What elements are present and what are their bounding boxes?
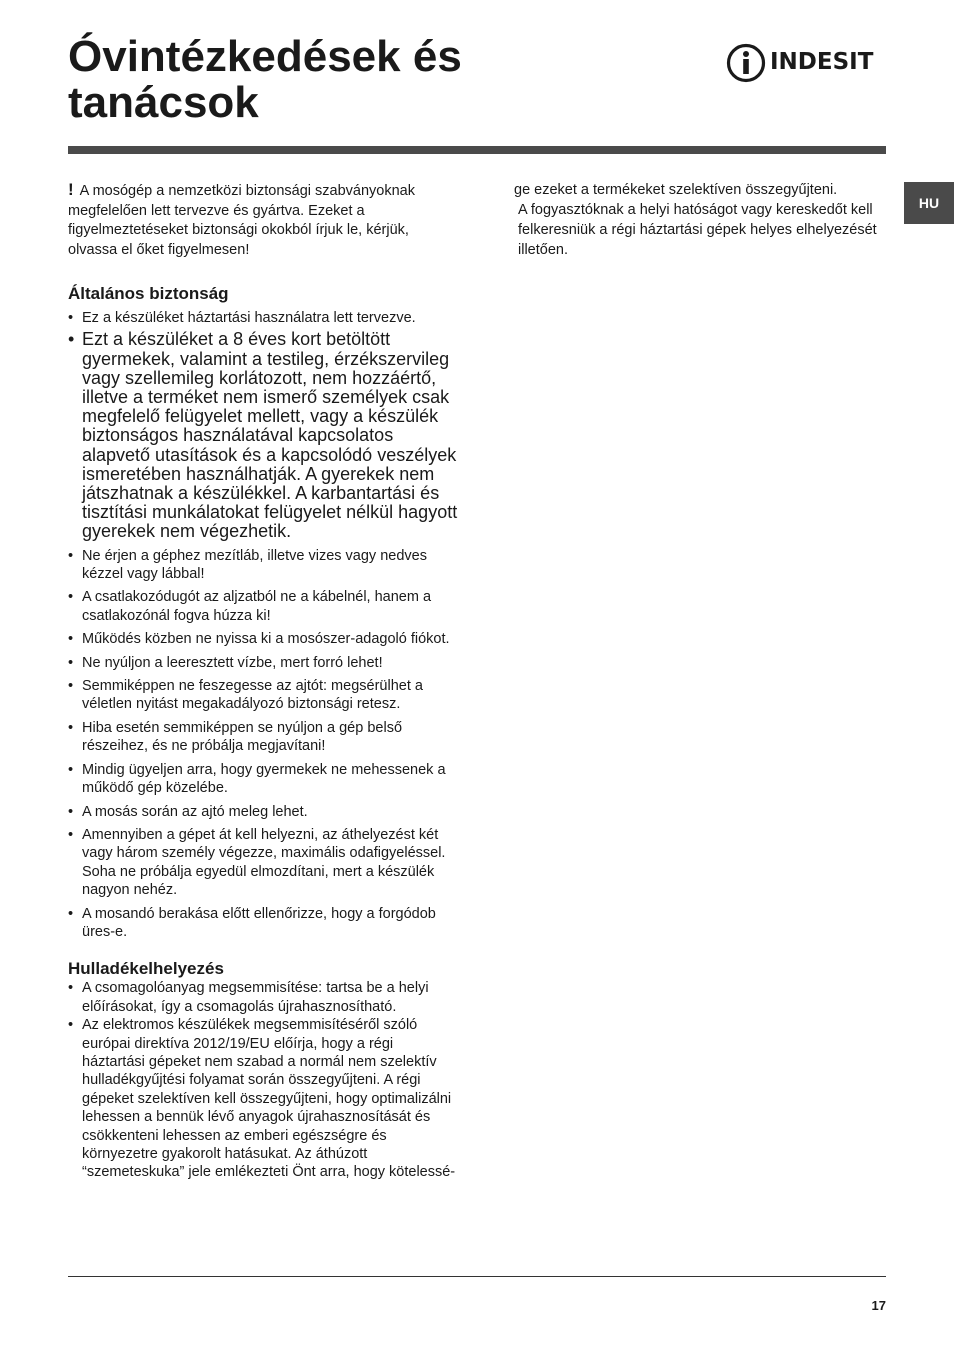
disposal-continuation: ge ezeket a termékeket szelektíven összegyűjteni. — [514, 182, 838, 198]
list-item: • A csomagolóanyag megsemmisítése: tartsa be a helyi előírásokat, így a csomagolás újrahasznosítható. — [68, 979, 458, 1016]
page-title — [68, 34, 462, 126]
intro-paragraph — [68, 180, 458, 260]
section-heading-disposal: Hulladékelhelyezés — [68, 959, 224, 979]
page-title-line-2: tanácsok — [68, 78, 259, 127]
section-heading-general-safety: Általános biztonság — [68, 284, 229, 303]
indesit-logo — [726, 42, 888, 84]
list-item: • Hiba esetén semmiképpen se nyúljon a gép belső részeihez, és ne próbálja megjavítani! — [68, 719, 458, 756]
footer-divider — [68, 1276, 886, 1277]
disposal-list — [68, 979, 458, 1181]
list-item: • A csatlakozódugót az aljzatból ne a kábelnél, hanem a csatlakozónál fogva húzza ki! — [68, 588, 458, 625]
general-safety-list — [68, 309, 458, 941]
page-title-line-1: Óvintézkedések és — [68, 32, 462, 81]
list-item: • Semmiképpen ne feszegesse az ajtót: megsérülhet a véletlen nyitást megakadályozó biztonsági retesz. — [68, 677, 458, 714]
brand-name: INDESIT — [770, 49, 874, 75]
list-item: • A mosás során az ajtó meleg lehet. — [68, 803, 458, 821]
list-item: • Mindig ügyeljen arra, hogy gyermekek ne mehessenek a működő gép közelébe. — [68, 761, 458, 798]
list-item: • Ezt a készüléket a 8 éves kort betöltött gyermekek, valamint a testileg, érzékszervileg vagy szellemileg korlátozott, nem hozzáértő, illetve a terméket nem ismerő személyek csak megfelelő felügyelet mellett, vagy a készülék biztonságos használatával kapcsolatos alapvető utasítások és a kapcsolódó veszélyek ismeretében használhatják. A gyerekek nem játszhatnak a készülékkel. A karbantartási és tisztítási munkálatokat felügyelet nélkül hagyott gyerekek nem végezhetik. — [68, 330, 458, 541]
list-item: • Ez a készüléket háztartási használatra lett tervezve. — [68, 309, 458, 327]
list-item: • Ne nyúljon a leeresztett vízbe, mert forró lehet! — [68, 654, 458, 672]
language-tab: HU — [904, 182, 954, 224]
right-column — [514, 180, 886, 260]
indesit-i-mark-icon — [726, 43, 766, 83]
intro-text: A mosógép a nemzetközi biztonsági szabványoknak megfelelően lett tervezve és gyártva. Ezeket a figyelmeztetéseket biztonsági okokból írjuk le, kérjük, olvassa el őket figyelmesen! — [68, 183, 415, 258]
warning-icon: ! — [68, 180, 74, 199]
page-number: 17 — [871, 1298, 886, 1313]
disposal-continuation-2: A fogyasztóknak a helyi hatóságot vagy kereskedőt kell felkeresniük a régi háztartási gépek helyes elhelyezését illetően. — [518, 202, 877, 258]
header-divider — [68, 146, 886, 154]
list-item: • Működés közben ne nyissa ki a mosószer-adagoló fiókot. — [68, 630, 458, 648]
left-column — [68, 180, 458, 1182]
list-item: • A mosandó berakása előtt ellenőrizze, hogy a forgódob üres-e. — [68, 905, 458, 942]
list-item: • Amennyiben a gépet át kell helyezni, az áthelyezést két vagy három személy végezze, maximális odafigyeléssel. Soha ne próbálja egyedül elmozdítani, mert a készülék nagyon nehéz. — [68, 826, 458, 900]
list-item: • Az elektromos készülékek megsemmisítéséről szóló európai direktíva 2012/19/EU előírja, hogy a régi háztartási gépeket nem szabad a normál nem szelektív hulladékgyűjtési folyamat során összegyűjteni. A régi gépeket szelektíven kell összegyűjteni, hogy optimalizálni lehessen a bennük lévő anyagok újrahasznosítását és csökkenteni lehessen az emberi egészségre és környezetre gyakorolt hatásukat. Az áthúzott “szemeteskuka” jele emlékezteti Önt arra, hogy kötelessé- — [68, 1016, 458, 1182]
list-item: • Ne érjen a géphez mezítláb, illetve vizes vagy nedves kézzel vagy lábbal! — [68, 547, 458, 584]
